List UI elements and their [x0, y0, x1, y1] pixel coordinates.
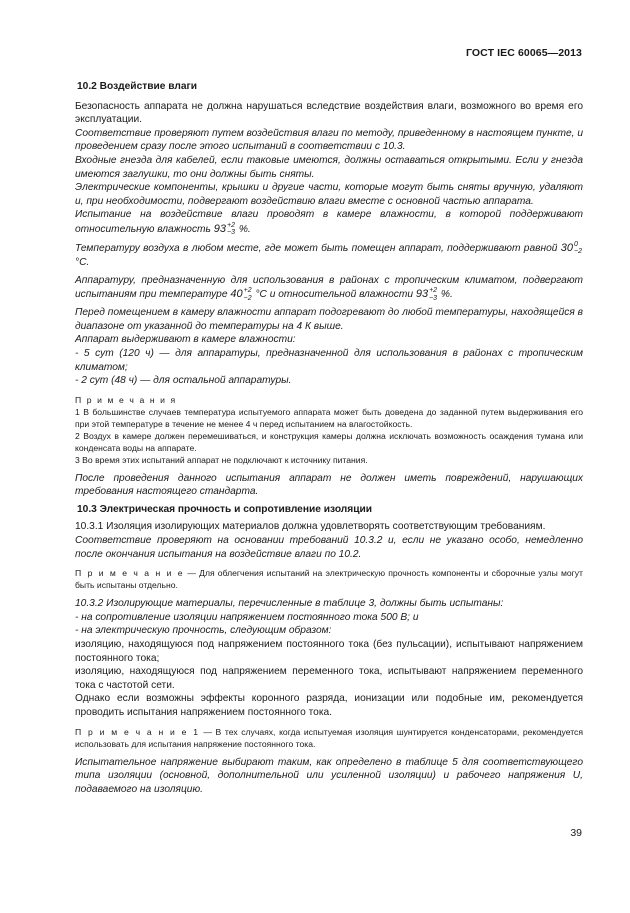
tol-upper: 0	[574, 240, 578, 248]
paragraph: Испытательное напряжение выбирают таким, как определено в таблице 5 для соответствующего типа изоляции (основной, дополнительной или усиленной изоляции) и рабочего напряжения U, подаваемого на изоляцию.	[75, 756, 583, 795]
paragraph: Однако если возможны эффекты коронного разряда, ионизации или подобные им, рекомендуется проводить испытания напряжением постоянного тока.	[75, 693, 583, 718]
note	[75, 726, 583, 750]
notes-heading: П р и м е ч а н и я	[75, 394, 177, 405]
note: 1 В большинстве случаев температура испытуемого аппарата может быть доведена до заданной путем выдерживания его при этой температуре в течение не менее 4 ч перед испытанием на влагостойкость.	[75, 406, 583, 429]
standard-header: ГОСТ IEC 60065—2013	[465, 47, 582, 59]
page-content	[75, 80, 583, 796]
paragraph	[75, 208, 583, 237]
value: 93	[213, 223, 226, 236]
tolerance	[227, 222, 235, 237]
paragraph: Аппарат выдерживают в камере влажности:	[75, 334, 296, 346]
section-10-3-title: 10.3 Электрическая прочность и сопротивление изоляции	[77, 503, 372, 515]
note-heading: П р и м е ч а н и е 1	[75, 726, 200, 737]
text: °С.	[75, 256, 90, 268]
value: 40	[230, 288, 243, 301]
paragraph: Перед помещением в камеру влажности аппарат подогревают до любой температуры, находящейся в диапазоне от указанной до температуры на 4 К выше.	[75, 307, 583, 332]
section-10-2-title: 10.2 Воздействие влаги	[77, 81, 198, 92]
paragraph: Входные гнезда для кабелей, если таковые имеются, должны оставаться открытыми. Если у гнезда имеются заглушки, то они должны быть сняты.	[75, 154, 583, 180]
list-item: - на электрическую прочность, следующим образом:	[75, 625, 332, 637]
note	[75, 567, 583, 591]
paragraph: Электрические компоненты, крышки и другие части, которые могут быть сняты вручную, удаляют и, при необходимости, подвергают воздействию влаги вместе с основной частью аппарата.	[75, 182, 583, 207]
note-text: — Для облегчения испытаний на электрическую прочность компоненты и сборочные узлы могут быть испытаны отдельно.	[75, 568, 583, 591]
list-item: - 2 сут (48 ч) — для остальной аппаратуры.	[75, 375, 292, 387]
tol-lower: −3	[227, 229, 235, 237]
tol-upper: +2	[243, 287, 252, 295]
tolerance	[429, 287, 437, 302]
page-number: 39	[570, 827, 582, 839]
text: °С и относительной влажности	[255, 289, 413, 301]
text: %.	[440, 289, 453, 301]
paragraph: Соответствие проверяют путем воздействия влаги по методу, приведенному в настоящем пункте, и проведением сразу после этого испытаний в соответствии с 10.3.	[75, 127, 583, 153]
tolerance	[244, 287, 252, 302]
tol-lower: −2	[243, 294, 252, 302]
text: Аппаратуру, предназначенную для использования в районах с тропическим климатом, подвергают испытаниям при температуре	[75, 274, 583, 301]
note-text: — В тех случаях, когда испытуемая изоляция шунтируется конденсаторами, рекомендуется использовать для испытания напряжение постоянного тока.	[75, 726, 583, 749]
note-heading: П р и м е ч а н и е	[75, 568, 185, 579]
note: 2 Воздух в камере должен перемешиваться, и конструкция камеры должна исключать возможность осаждения тумана или конденсата воды на аппарате.	[75, 430, 583, 453]
paragraph	[75, 274, 583, 303]
paragraph: Соответствие проверяют на основании требований 10.3.2 и, если не указано особо, немедленно после окончания испытания на воздействие влаги по 10.2.	[75, 535, 583, 560]
tolerance	[574, 241, 582, 256]
text: Температуру воздуха в любом месте, где может быть помещен аппарат, поддерживают равной	[75, 243, 558, 255]
paragraph	[75, 241, 583, 270]
tol-upper: +2	[227, 221, 235, 229]
tol-upper: +2	[429, 287, 438, 295]
paragraph: Безопасность аппарата не должна нарушаться вследствие воздействия влаги, возможного во время его эксплуатации.	[75, 100, 583, 126]
paragraph: После проведения данного испытания аппарат не должен иметь повреждений, нарушающих требования настоящего стандарта.	[75, 472, 583, 498]
text: %.	[238, 224, 251, 236]
tol-lower: −3	[429, 294, 438, 302]
paragraph: 10.3.1 Изоляция изолирующих материалов должна удовлетворять соответствующим требованиям.	[75, 521, 546, 533]
list-item: - на сопротивление изоляции напряжением постоянного тока 500 В; и	[75, 611, 419, 623]
paragraph: изоляцию, находящуюся под напряжением переменного тока, испытывают напряжением переменного тока с частотой сети.	[75, 666, 583, 691]
note: 3 Во время этих испытаний аппарат не подключают к источнику питания.	[75, 454, 368, 465]
paragraph: 10.3.2 Изолирующие материалы, перечисленные в таблице 3, должны быть испытаны:	[75, 598, 504, 610]
paragraph: изоляцию, находящуюся под напряжением постоянного тока (без пульсации), испытывают напряжением постоянного тока;	[75, 639, 583, 664]
list-item: - 5 сут (120 ч) — для аппаратуры, предназначенной для использования в районах с тропическим климатом;	[75, 347, 583, 373]
value: 30	[560, 242, 574, 255]
value: 93	[415, 288, 429, 301]
tol-lower: −2	[574, 248, 582, 256]
text: Испытание на воздействие влаги проводят в камере влажности, в которой поддерживают относительную влажность	[75, 209, 583, 236]
